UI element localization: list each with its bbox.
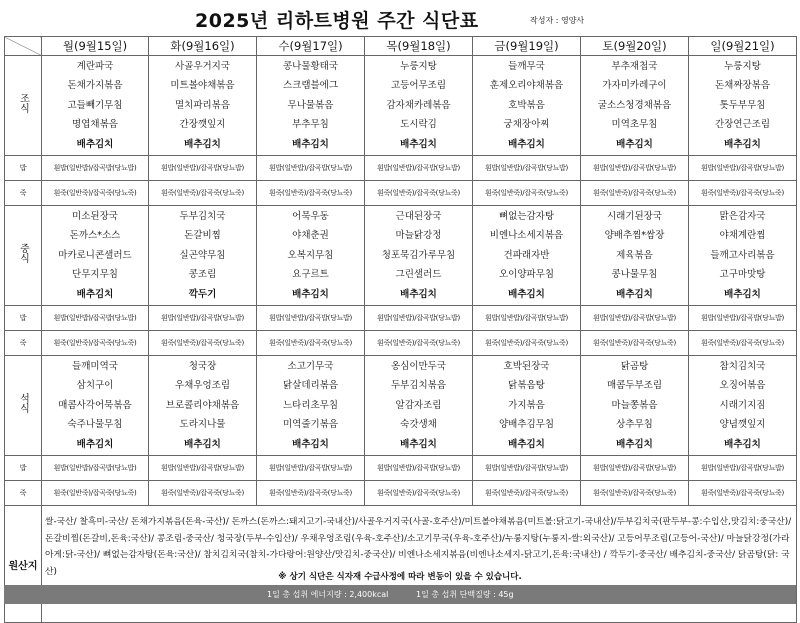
menu-cell [149, 356, 257, 456]
menu-item: 상추무침 [616, 419, 653, 431]
porridge-cell: 흰죽(일반죽)/잡곡죽(당뇨죽) [149, 331, 257, 356]
menu-item: 가지볶음 [508, 399, 545, 411]
porridge-cell: 흰죽(일반죽)/잡곡죽(당뇨죽) [42, 181, 149, 206]
menu-item: 사골우거지국 [174, 61, 231, 73]
rice-cell: 흰밥(일반밥)/잡곡밥(당뇨밥) [149, 456, 257, 481]
porridge-label: 죽 [5, 331, 42, 356]
dinner-label [5, 356, 42, 456]
rice-cell: 흰밥(일반밥)/잡곡밥(당뇨밥) [149, 156, 257, 181]
header [0, 0, 800, 36]
porridge-cell: 흰죽(일반죽)/잡곡죽(당뇨죽) [581, 331, 689, 356]
menu-item: 무나물볶음 [287, 99, 334, 111]
porridge-cell: 흰죽(일반죽)/잡곡죽(당뇨죽) [365, 481, 473, 506]
porridge-cell: 흰죽(일반죽)/잡곡죽(당뇨죽) [473, 481, 581, 506]
menu-item: 스크램블에그 [282, 80, 339, 92]
menu-item: 배추김치 [76, 138, 114, 150]
menu-item: 시래기지짐 [719, 399, 766, 411]
menu-item: 콩나물황태국 [282, 61, 339, 73]
menu-item: 배추김치 [400, 138, 437, 150]
menu-cell [365, 206, 473, 306]
menu-item: 미역줄기볶음 [282, 419, 339, 431]
porridge-cell: 흰죽(일반죽)/잡곡죽(당뇨죽) [581, 181, 689, 206]
menu-cell [257, 206, 365, 306]
menu-item: 배추김치 [400, 288, 437, 300]
menu-cell [42, 206, 149, 306]
menu-item: 우채우엉조림 [174, 380, 231, 392]
menu-item: 멸치파리볶음 [174, 99, 231, 111]
rice-cell: 흰밥(일반밥)/잡곡밥(당뇨밥) [581, 306, 689, 331]
porridge-row [5, 331, 797, 356]
rice-cell: 흰밥(일반밥)/잡곡밥(당뇨밥) [473, 456, 581, 481]
porridge-cell: 흰죽(일반죽)/잡곡죽(당뇨죽) [473, 331, 581, 356]
menu-cell [473, 206, 581, 306]
porridge-cell: 흰죽(일반죽)/잡곡죽(당뇨죽) [257, 181, 365, 206]
menu-item: 콩조림 [188, 269, 217, 281]
nutrition-footer [4, 585, 796, 604]
menu-item: 호박된장국 [503, 361, 550, 373]
menu-item: 배추김치 [292, 138, 329, 150]
menu-item: 가자미카레구이 [602, 80, 667, 92]
menu-item: 근대된장국 [395, 211, 442, 223]
menu-cell [149, 56, 257, 156]
menu-item: 오징어볶음 [719, 380, 766, 392]
rice-cell: 흰밥(일반밥)/잡곡밥(당뇨밥) [257, 156, 365, 181]
menu-item: 돈까스*소스 [69, 230, 121, 242]
menu-item: 양배추찜*쌈장 [604, 230, 665, 242]
porridge-cell: 흰죽(일반죽)/잡곡죽(당뇨죽) [257, 331, 365, 356]
menu-item: 마늘쫑볶음 [611, 399, 658, 411]
menu-item: 미소된장국 [72, 211, 118, 223]
menu-item: 콩나물무침 [611, 269, 658, 281]
breakfast-label-text: 조식 [17, 93, 29, 113]
menu-item: 야채계란찜 [719, 230, 766, 242]
rice-row [5, 306, 797, 331]
porridge-cell: 흰죽(일반죽)/잡곡죽(당뇨죽) [581, 481, 689, 506]
menu-cell [473, 56, 581, 156]
menu-item: 미트볼야채볶음 [170, 80, 235, 92]
menu-item: 닭살데리볶음 [282, 380, 339, 392]
lunch-label-text: 중식 [17, 243, 29, 263]
menu-item: 오복지무침 [287, 249, 334, 261]
rice-cell: 흰밥(일반밥)/잡곡밥(당뇨밥) [257, 306, 365, 331]
breakfast-row [5, 56, 797, 156]
menu-item: 양념깻잎지 [719, 419, 766, 431]
menu-item: 배추김치 [616, 138, 653, 150]
porridge-cell: 흰죽(일반죽)/잡곡죽(당뇨죽) [149, 181, 257, 206]
menu-item: 뼈없는감자탕 [498, 211, 555, 223]
menu-item: 느타리초무침 [282, 399, 339, 411]
menu-item: 두부김치볶음 [390, 380, 447, 392]
rice-cell: 흰밥(일반밥)/잡곡밥(당뇨밥) [689, 156, 797, 181]
day-header: 토(9월20일) [581, 37, 689, 56]
menu-item: 매콤두부조림 [606, 380, 663, 392]
menu-item: 시래기된장국 [606, 211, 663, 223]
porridge-row [5, 481, 797, 506]
menu-item: 삼치구이 [76, 380, 114, 392]
rice-label: 밥 [5, 456, 42, 481]
porridge-cell: 흰죽(일반죽)/잡곡죽(당뇨죽) [689, 481, 797, 506]
menu-item: 매콤사각어묵볶음 [58, 399, 132, 411]
menu-item: 배추김치 [292, 438, 329, 450]
rice-cell: 흰밥(일반밥)/잡곡밥(당뇨밥) [42, 456, 149, 481]
rice-cell: 흰밥(일반밥)/잡곡밥(당뇨밥) [365, 456, 473, 481]
menu-item: 숙갓생채 [400, 419, 437, 431]
porridge-label: 죽 [5, 481, 42, 506]
menu-item: 두부김치국 [179, 211, 226, 223]
menu-item: 도라지나물 [179, 419, 226, 431]
menu-item: 들깨고사리볶음 [710, 249, 775, 261]
day-header-row [5, 37, 797, 56]
rice-cell: 흰밥(일반밥)/잡곡밥(당뇨밥) [473, 306, 581, 331]
rice-cell: 흰밥(일반밥)/잡곡밥(당뇨밥) [365, 306, 473, 331]
menu-item: 옹심이만두국 [390, 361, 447, 373]
porridge-label: 죽 [5, 181, 42, 206]
origin-row [5, 506, 797, 623]
rice-cell: 흰밥(일반밥)/잡곡밥(당뇨밥) [473, 156, 581, 181]
porridge-cell: 흰죽(일반죽)/잡곡죽(당뇨죽) [42, 481, 149, 506]
rice-row [5, 156, 797, 181]
menu-item: 배추김치 [184, 138, 221, 150]
menu-item: 부추무침 [292, 119, 329, 131]
rice-cell: 흰밥(일반밥)/잡곡밥(당뇨밥) [689, 306, 797, 331]
menu-item: 호박볶음 [508, 99, 545, 111]
menu-item: 배추김치 [292, 288, 329, 300]
menu-item: 훈제오리야채볶음 [489, 80, 564, 92]
menu-item: 오이양파무침 [498, 269, 555, 281]
page-title: 2025년 리하트병원 주간 식단표 [195, 10, 479, 32]
menu-item: 고들빼기무침 [67, 99, 123, 111]
menu-cell [42, 56, 149, 156]
menu-cell [581, 56, 689, 156]
menu-item: 궁채장아찌 [503, 119, 550, 131]
menu-item: 누룽지탕 [724, 61, 761, 73]
porridge-row [5, 181, 797, 206]
day-header: 화(9월16일) [149, 37, 257, 56]
menu-item: 어묵우동 [292, 211, 329, 223]
menu-cell [365, 356, 473, 456]
rice-cell: 흰밥(일반밥)/잡곡밥(당뇨밥) [581, 156, 689, 181]
menu-item: 청국장 [188, 361, 217, 373]
menu-item: 배추김치 [400, 438, 437, 450]
menu-item: 미역초무침 [611, 119, 658, 131]
rice-cell: 흰밥(일반밥)/잡곡밥(당뇨밥) [581, 456, 689, 481]
menu-item: 배추김치 [76, 438, 114, 450]
rice-cell: 흰밥(일반밥)/잡곡밥(당뇨밥) [689, 456, 797, 481]
menu-item: 양배추김무침 [498, 419, 555, 431]
rice-label: 밥 [5, 156, 42, 181]
menu-item: 누룽지탕 [400, 61, 437, 73]
day-header: 월(9월15일) [42, 37, 149, 56]
porridge-cell: 흰죽(일반죽)/잡곡죽(당뇨죽) [149, 481, 257, 506]
menu-item: 배추김치 [76, 288, 114, 300]
menu-item: 톳두부무침 [719, 99, 766, 111]
menu-item: 닭볶음탕 [508, 380, 545, 392]
menu-item: 배추김치 [616, 438, 653, 450]
menu-cell [581, 206, 689, 306]
rice-cell: 흰밥(일반밥)/잡곡밥(당뇨밥) [42, 306, 149, 331]
lunch-label [5, 206, 42, 306]
menu-cell [473, 356, 581, 456]
author-label: 작성자 : 영양사 [530, 16, 585, 25]
origin-text: 쌀-국산/ 찰흑미-국산/ 돈채가지볶음(돈육-국산)/ 돈까스(돈까스:돼지고기-국내산)/사골우거지국(사골-호주산)/미트볼야채볶음(미트볼:닭고기-국내산)/두부김치국(판두부-콩:수입산,맛김치:중국산)/ 돈갈비찜(돈갈비,돈육:국산)/ 콩조림-중국산/ 청국장(두부-수입산)/ 우채우엉조림(우육-호주산)/소고기무국(우육-호주산)/누룽지탕(누룽지-쌀:외국산)/ 고등어무조림(고등어-국산)/ 마늘닭강정(가라아게:닭-국산)/ 뼈없는감자탕(돈육:국산)/ 참치김치국(참치-가다랑어:원양산/맛김치-중국산)/ 비엔나소세지볶음(비엔나소세지-닭고기,돈육:국내산) / 깍두기-중국산/ 배추김치-중국산/ 닭곰탕(닭: 국산) [42, 506, 797, 623]
porridge-cell: 흰죽(일반죽)/잡곡죽(당뇨죽) [473, 181, 581, 206]
menu-item: 도시락김 [400, 119, 437, 131]
menu-item: 배추김치 [508, 438, 545, 450]
porridge-cell: 흰죽(일반죽)/잡곡죽(당뇨죽) [689, 181, 797, 206]
menu-item: 배추김치 [724, 288, 761, 300]
porridge-cell: 흰죽(일반죽)/잡곡죽(당뇨죽) [689, 331, 797, 356]
menu-item: 배추김치 [184, 438, 221, 450]
menu-cell [689, 356, 797, 456]
menu-item: 고등어무조림 [390, 80, 447, 92]
rice-label: 밥 [5, 306, 42, 331]
menu-item: 닭곰탕 [620, 361, 649, 373]
dinner-row [5, 356, 797, 456]
menu-item: 숙주나물무침 [67, 419, 123, 431]
menu-item: 돈채가지볶음 [67, 80, 123, 92]
dinner-label-text: 석식 [17, 393, 29, 413]
menu-item: 건파래자반 [503, 249, 550, 261]
day-header: 일(9월21일) [689, 37, 797, 56]
rice-cell: 흰밥(일반밥)/잡곡밥(당뇨밥) [149, 306, 257, 331]
menu-cell [689, 206, 797, 306]
menu-item: 요구르트 [292, 269, 329, 281]
day-header: 수(9월17일) [257, 37, 365, 56]
menu-item: 제육볶음 [616, 249, 653, 261]
calories-text: 1일 총 섭취 에너지량 : 2,400kcal [267, 590, 389, 599]
corner-cell [5, 37, 42, 56]
breakfast-label [5, 56, 42, 156]
menu-cell [42, 356, 149, 456]
menu-item: 야채춘권 [292, 230, 329, 242]
rice-row [5, 456, 797, 481]
menu-item: 배추김치 [724, 438, 761, 450]
menu-cell [689, 56, 797, 156]
menu-item: 브로콜리야채볶음 [165, 399, 240, 411]
menu-cell [257, 56, 365, 156]
menu-item: 비엔나소세지볶음 [489, 230, 564, 242]
menu-item: 배추김치 [508, 288, 545, 300]
porridge-cell: 흰죽(일반죽)/잡곡죽(당뇨죽) [42, 331, 149, 356]
menu-cell [581, 356, 689, 456]
menu-item: 배추김치 [508, 138, 545, 150]
protein-text: 1일 총 섭취 단백질량 : 45g [416, 590, 514, 599]
menu-cell [257, 356, 365, 456]
menu-item: 배추김치 [616, 288, 653, 300]
menu-item: 실곤약무침 [179, 249, 226, 261]
lunch-row [5, 206, 797, 306]
menu-item: 굴소스청경채볶음 [597, 99, 672, 111]
menu-item: 들깨무국 [508, 61, 545, 73]
menu-item: 들깨미역국 [72, 361, 118, 373]
menu-item: 알감자조림 [395, 399, 442, 411]
origin-label: 원산지 [5, 506, 42, 623]
notice-text: ※ 상기 식단은 식자재 수급사정에 따라 변동이 있을 수 있습니다. [278, 572, 522, 582]
menu-item: 그린샐러드 [395, 269, 442, 281]
menu-cell [365, 56, 473, 156]
menu-item: 돈채짜장볶음 [714, 80, 771, 92]
menu-item: 깍두기 [188, 288, 217, 300]
porridge-cell: 흰죽(일반죽)/잡곡죽(당뇨죽) [365, 181, 473, 206]
rice-cell: 흰밥(일반밥)/잡곡밥(당뇨밥) [365, 156, 473, 181]
menu-item: 간장연근조림 [714, 119, 771, 131]
rice-cell: 흰밥(일반밥)/잡곡밥(당뇨밥) [42, 156, 149, 181]
menu-item: 배추김치 [724, 138, 761, 150]
menu-item: 고구마맛탕 [719, 269, 766, 281]
day-header: 금(9월19일) [473, 37, 581, 56]
menu-cell [149, 206, 257, 306]
menu-item: 돈갈비찜 [184, 230, 221, 242]
porridge-cell: 흰죽(일반죽)/잡곡죽(당뇨죽) [257, 481, 365, 506]
porridge-cell: 흰죽(일반죽)/잡곡죽(당뇨죽) [365, 331, 473, 356]
menu-item: 단무지무침 [72, 269, 118, 281]
menu-item: 계란파국 [76, 61, 114, 73]
menu-item: 부추재첩국 [611, 61, 658, 73]
menu-item: 명엽채볶음 [72, 119, 118, 131]
menu-item: 소고기무국 [287, 361, 334, 373]
weekly-menu-table [4, 36, 797, 623]
menu-item: 청포묵김가루무침 [381, 249, 456, 261]
menu-item: 감자채카레볶음 [386, 99, 451, 111]
day-header: 목(9월18일) [365, 37, 473, 56]
menu-item: 참치김치국 [719, 361, 766, 373]
menu-item: 간장깻잎지 [179, 119, 226, 131]
menu-item: 마카로니콘샐러드 [58, 249, 132, 261]
menu-item: 맑은감자국 [719, 211, 766, 223]
rice-cell: 흰밥(일반밥)/잡곡밥(당뇨밥) [257, 456, 365, 481]
menu-item: 마늘닭강정 [395, 230, 442, 242]
